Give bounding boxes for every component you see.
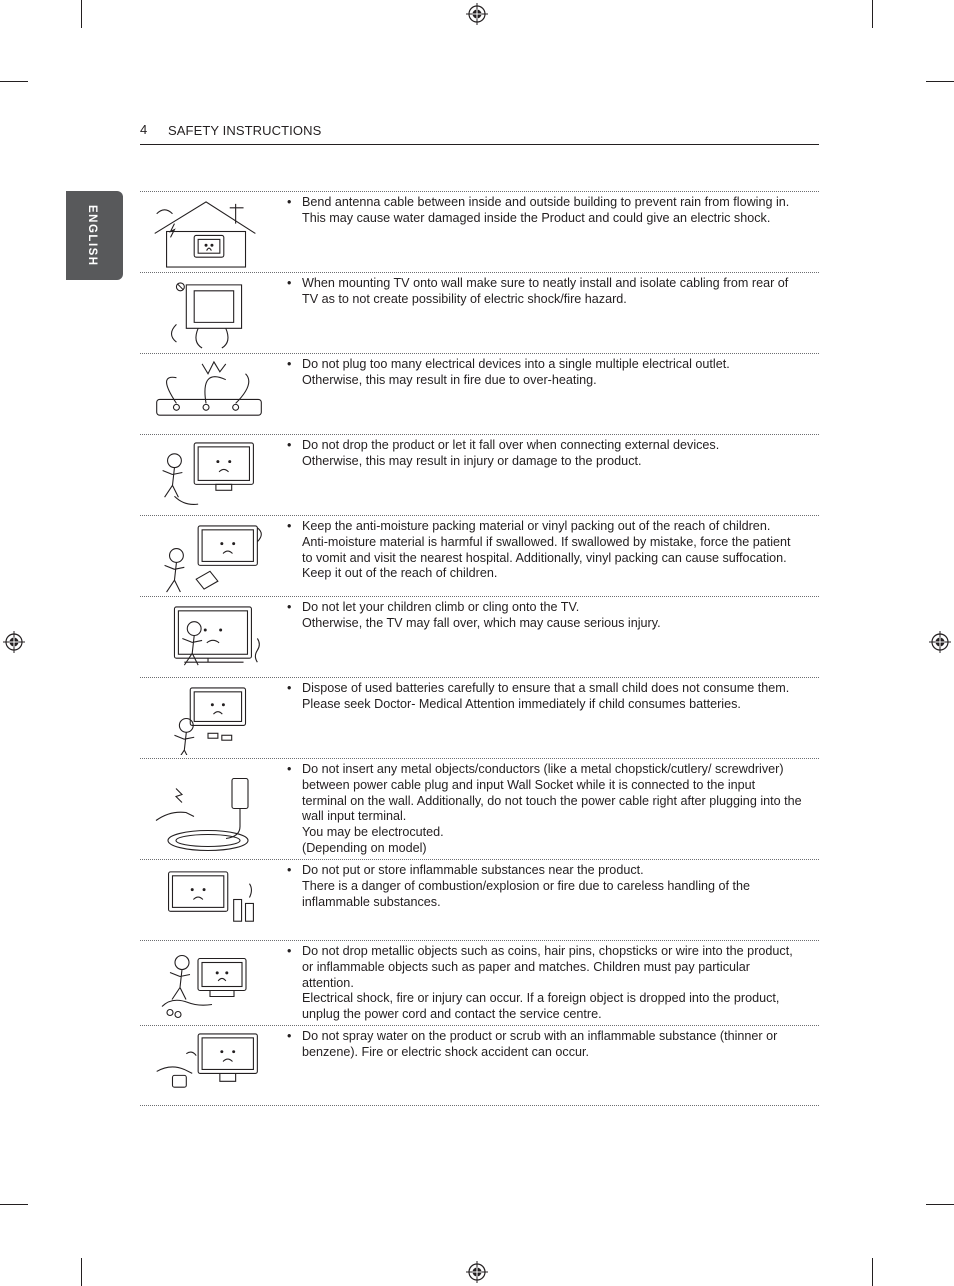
safety-text (287, 438, 802, 470)
flammable-substances-illustration (146, 862, 272, 937)
crop-mark (81, 0, 82, 28)
safety-row (140, 353, 819, 434)
spray-water-illustration (146, 1028, 272, 1103)
safety-text-line: Do not insert any metal objects/conductors (like a metal chopstick/cutlery/ screwdriver) between power cable plug and input Wall Socket while it is connected to the input terminal on the wall. Additionally, do not touch the power cable right after plugging into the wall input terminal. (302, 762, 802, 824)
safety-text-line: Otherwise, the TV may fall over, which may cause serious injury. (302, 615, 661, 630)
registration-mark-icon (3, 631, 25, 653)
safety-text (287, 276, 802, 308)
safety-instructions-list (140, 191, 819, 1106)
safety-text (287, 863, 802, 910)
safety-text (287, 681, 802, 713)
bullet: • (287, 600, 292, 614)
safety-row (140, 859, 819, 940)
safety-text-line: You may be electrocuted. (302, 825, 444, 840)
crop-mark (872, 0, 873, 28)
antenna-cable-rain-illustration (146, 194, 272, 269)
safety-text (287, 519, 802, 582)
safety-text-line: (Depending on model) (302, 840, 427, 855)
registration-mark-icon (466, 3, 488, 25)
bullet: • (287, 276, 292, 290)
safety-text-line: Do not put or store inflammable substances near the product. (302, 863, 644, 877)
registration-mark-icon (466, 1261, 488, 1283)
page-number: 4 (140, 122, 148, 137)
safety-row (140, 758, 819, 859)
safety-text-line: Please seek Doctor- Medical Attention immediately if child consumes batteries. (302, 696, 741, 711)
safety-text-line: Keep the anti-moisture packing material or vinyl packing out of the reach of children. (302, 519, 771, 533)
page-header (140, 122, 819, 145)
safety-text-line: Otherwise, this may result in injury or damage to the product. (302, 453, 642, 468)
safety-text-line: Bend antenna cable between inside and outside building to prevent rain from flowing in. (302, 195, 790, 209)
bullet: • (287, 438, 292, 452)
crop-mark (872, 1258, 873, 1286)
child-packing-material-illustration (146, 518, 272, 593)
crop-mark (926, 1204, 954, 1205)
safety-row (140, 515, 819, 596)
safety-text-line: Do not plug too many electrical devices into a single multiple electrical outlet. (302, 357, 730, 371)
safety-text (287, 195, 802, 227)
safety-row (140, 272, 819, 353)
safety-text-line: Electrical shock, fire or injury can occur. If a foreign object is dropped into the product, unplug the power cord and contact the service centre. (302, 991, 780, 1022)
metal-object-plug-illustration (146, 761, 272, 856)
safety-text-line: Do not spray water on the product or scrub with an inflammable substance (thinner or benzene). Fire or electric shock accident can occur. (302, 1029, 778, 1059)
overloaded-outlet-illustration (146, 356, 272, 431)
safety-row (140, 596, 819, 677)
safety-text-line: Do not let your children climb or cling onto the TV. (302, 600, 580, 614)
bullet: • (287, 762, 292, 776)
bullet: • (287, 681, 292, 695)
section-title: SAFETY INSTRUCTIONS (168, 123, 322, 138)
wall-mount-cabling-illustration (146, 275, 272, 350)
registration-mark-icon (929, 631, 951, 653)
safety-text-line: Do not drop metallic objects such as coins, hair pins, chopsticks or wire into the product, or inflammable objects such as paper and matches. Children must pay particular attention. (302, 944, 793, 990)
safety-text-line: This may cause water damaged inside the Product and could give an electric shock. (302, 210, 771, 225)
crop-mark (0, 81, 28, 82)
safety-text-line: There is a danger of combustion/explosion or fire due to careless handling of the inflammable substances. (302, 878, 751, 909)
child-batteries-illustration (146, 680, 272, 755)
safety-text-line: Anti-moisture material is harmful if swallowed. If swallowed by mistake, force the patient to vomit and visit the nearest hospital. Additionally, vinyl packing can cause suffocation. Keep it out of the reach of children. (302, 534, 791, 581)
metallic-objects-illustration (146, 943, 272, 1022)
safety-text-line: Otherwise, this may result in fire due to over-heating. (302, 372, 597, 387)
safety-row (140, 191, 819, 272)
bullet: • (287, 863, 292, 877)
safety-row (140, 434, 819, 515)
bullet: • (287, 195, 292, 209)
language-tab (66, 191, 123, 280)
safety-text-line: Do not drop the product or let it fall over when connecting external devices. (302, 438, 720, 452)
safety-text (287, 1029, 802, 1061)
crop-mark (0, 1204, 28, 1205)
crop-mark (926, 81, 954, 82)
safety-text (287, 357, 802, 389)
bullet: • (287, 357, 292, 371)
bullet: • (287, 944, 292, 958)
dropping-tv-illustration (146, 437, 272, 512)
crop-mark (81, 1258, 82, 1286)
safety-text (287, 600, 802, 632)
safety-text-line: Dispose of used batteries carefully to ensure that a small child does not consume them. (302, 681, 790, 695)
safety-row (140, 677, 819, 758)
safety-text (287, 762, 802, 857)
safety-text (287, 944, 802, 1023)
child-climbing-tv-illustration (146, 599, 272, 674)
bullet: • (287, 1029, 292, 1043)
safety-text-line: When mounting TV onto wall make sure to neatly install and isolate cabling from rear of TV as to not create possibility of electric shock/fire hazard. (302, 276, 789, 306)
bullet: • (287, 519, 292, 533)
language-tab-label: ENGLISH (86, 205, 98, 267)
safety-row (140, 940, 819, 1025)
safety-row (140, 1025, 819, 1106)
